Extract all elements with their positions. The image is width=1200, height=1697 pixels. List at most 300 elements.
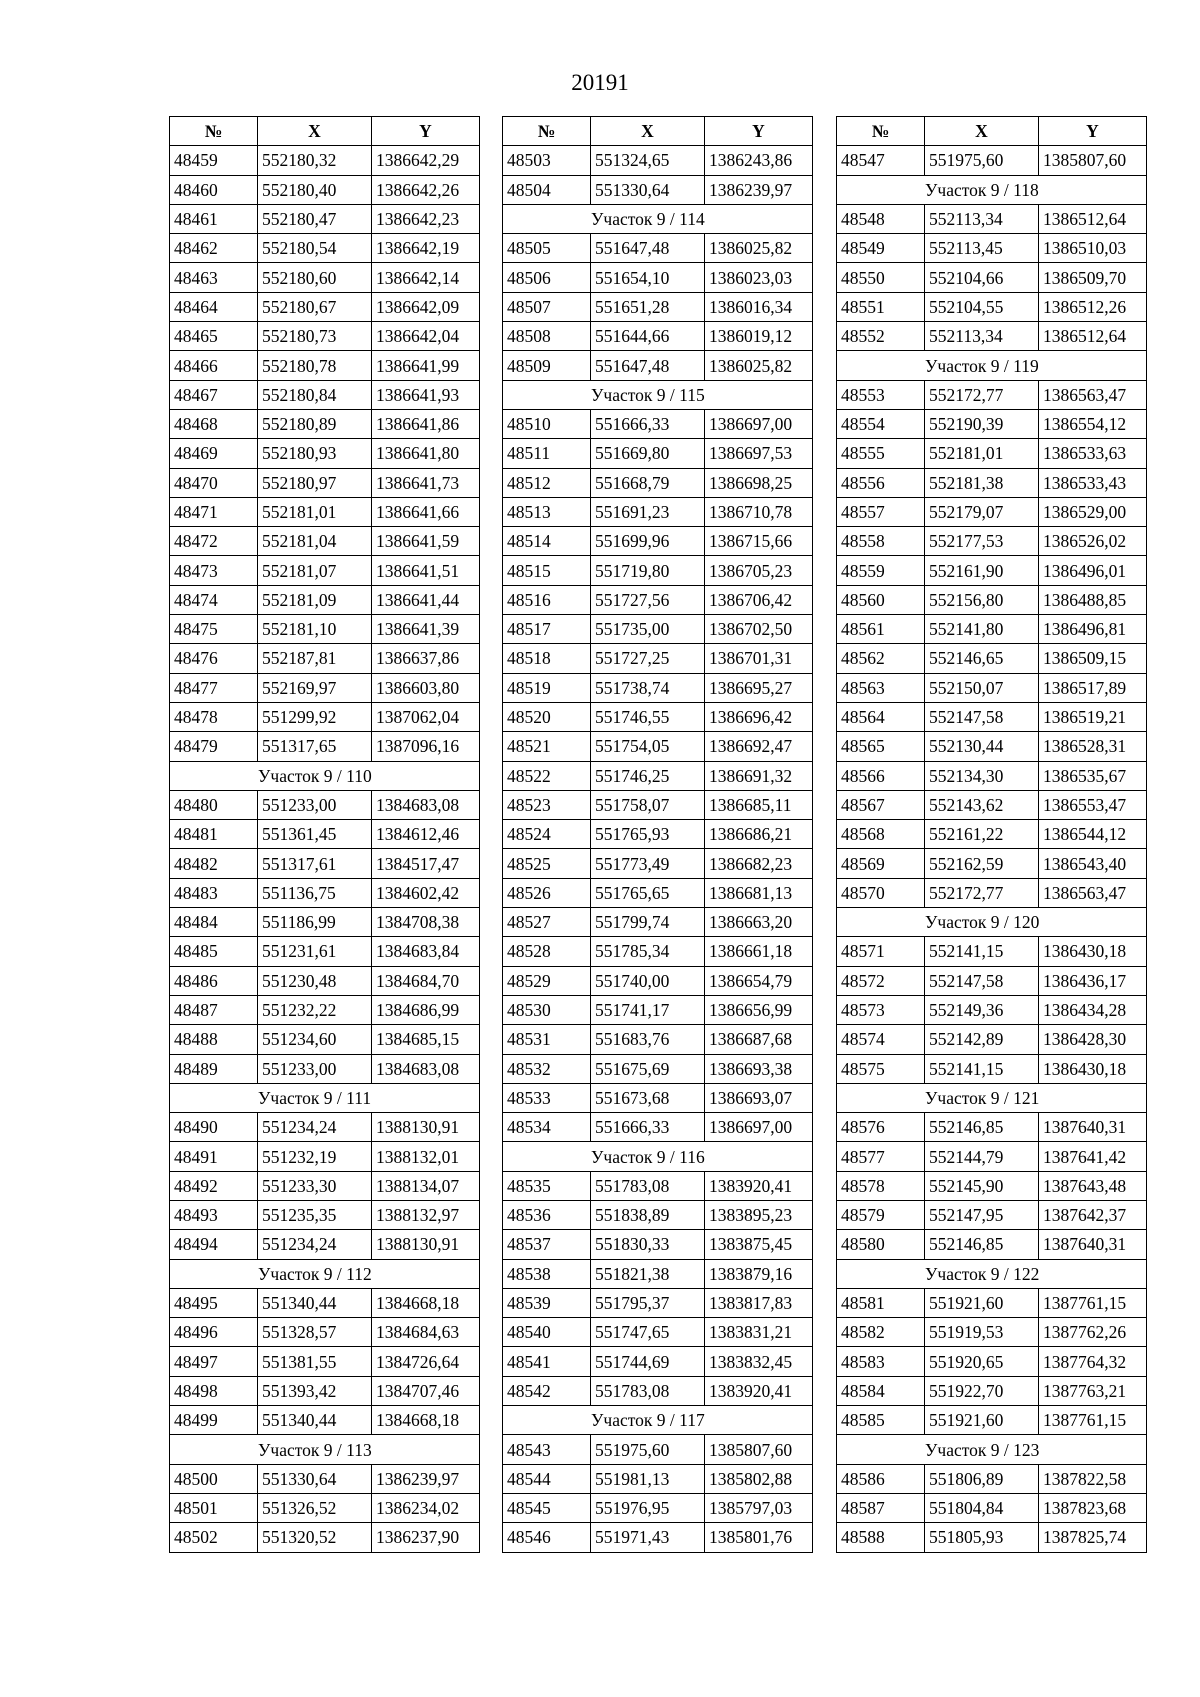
x-coordinate-cell: 551381,55 xyxy=(258,1347,372,1376)
table-row xyxy=(837,644,1147,673)
table-row xyxy=(837,1200,1147,1229)
y-coordinate-cell: 1386512,26 xyxy=(1039,292,1147,321)
x-coordinate-cell: 552150,07 xyxy=(925,673,1039,702)
table-row xyxy=(503,234,813,263)
section-title: Участок 9 / 112 xyxy=(170,1259,480,1288)
table-row xyxy=(170,380,480,409)
table-row xyxy=(837,234,1147,263)
x-coordinate-cell: 551821,38 xyxy=(591,1259,705,1288)
point-number-cell: 48550 xyxy=(837,263,925,292)
x-coordinate-cell: 551727,25 xyxy=(591,644,705,673)
point-number-cell: 48486 xyxy=(170,966,258,995)
section-title: Участок 9 / 118 xyxy=(837,175,1147,204)
point-number-cell: 48485 xyxy=(170,937,258,966)
x-coordinate-cell: 551805,93 xyxy=(925,1523,1039,1552)
table-row xyxy=(170,702,480,731)
table-row xyxy=(170,1288,480,1317)
table-row xyxy=(170,468,480,497)
x-coordinate-cell: 551644,66 xyxy=(591,322,705,351)
x-coordinate-cell: 551744,69 xyxy=(591,1347,705,1376)
y-coordinate-cell: 1386691,32 xyxy=(705,761,813,790)
table-row xyxy=(837,204,1147,233)
section-title: Участок 9 / 113 xyxy=(170,1435,480,1464)
x-coordinate-cell: 552181,09 xyxy=(258,585,372,614)
y-coordinate-cell: 1388132,01 xyxy=(372,1142,480,1171)
point-number-cell: 48575 xyxy=(837,1054,925,1083)
x-coordinate-cell: 551324,65 xyxy=(591,146,705,175)
table-row xyxy=(503,1083,813,1112)
table-row xyxy=(503,585,813,614)
point-number-cell: 48468 xyxy=(170,409,258,438)
y-coordinate-cell: 1388132,97 xyxy=(372,1200,480,1229)
y-coordinate-cell: 1386641,44 xyxy=(372,585,480,614)
x-coordinate-cell: 551746,25 xyxy=(591,761,705,790)
point-number-cell: 48475 xyxy=(170,615,258,644)
y-coordinate-cell: 1386529,00 xyxy=(1039,497,1147,526)
y-coordinate-cell: 1386533,43 xyxy=(1039,468,1147,497)
y-coordinate-cell: 1386430,18 xyxy=(1039,937,1147,966)
table-row xyxy=(837,146,1147,175)
x-coordinate-cell: 552180,54 xyxy=(258,234,372,263)
point-number-cell: 48586 xyxy=(837,1464,925,1493)
table-row xyxy=(837,1493,1147,1522)
table-row xyxy=(837,1376,1147,1405)
point-number-cell: 48513 xyxy=(503,497,591,526)
table-row xyxy=(170,1347,480,1376)
point-number-cell: 48556 xyxy=(837,468,925,497)
table-row xyxy=(170,322,480,351)
table-row xyxy=(837,995,1147,1024)
point-number-cell: 48587 xyxy=(837,1493,925,1522)
point-number-cell: 48582 xyxy=(837,1318,925,1347)
table-row xyxy=(837,1142,1147,1171)
y-coordinate-cell: 1386526,02 xyxy=(1039,527,1147,556)
x-coordinate-cell: 551233,30 xyxy=(258,1171,372,1200)
x-coordinate-cell: 552181,07 xyxy=(258,556,372,585)
x-coordinate-cell: 551330,64 xyxy=(258,1464,372,1493)
x-coordinate-cell: 551920,65 xyxy=(925,1347,1039,1376)
table-row xyxy=(170,585,480,614)
y-coordinate-cell: 1386554,12 xyxy=(1039,409,1147,438)
x-coordinate-cell: 551666,33 xyxy=(591,409,705,438)
y-header: Y xyxy=(705,117,813,146)
point-number-cell: 48584 xyxy=(837,1376,925,1405)
point-number-cell: 48571 xyxy=(837,937,925,966)
table-row xyxy=(503,1025,813,1054)
point-number-cell: 48496 xyxy=(170,1318,258,1347)
point-number-cell: 48460 xyxy=(170,175,258,204)
y-coordinate-cell: 1384683,08 xyxy=(372,790,480,819)
x-coordinate-cell: 551393,42 xyxy=(258,1376,372,1405)
point-number-cell: 48542 xyxy=(503,1376,591,1405)
y-coordinate-cell: 1386025,82 xyxy=(705,351,813,380)
table-row xyxy=(503,1318,813,1347)
y-coordinate-cell: 1386663,20 xyxy=(705,908,813,937)
point-number-cell: 48583 xyxy=(837,1347,925,1376)
point-number-cell: 48546 xyxy=(503,1523,591,1552)
y-coordinate-cell: 1386642,23 xyxy=(372,204,480,233)
y-coordinate-cell: 1385807,60 xyxy=(705,1435,813,1464)
y-coordinate-cell: 1386661,18 xyxy=(705,937,813,966)
section-row xyxy=(837,1083,1147,1112)
point-number-cell: 48532 xyxy=(503,1054,591,1083)
y-coordinate-cell: 1384684,63 xyxy=(372,1318,480,1347)
table-row xyxy=(170,820,480,849)
section-row xyxy=(837,351,1147,380)
section-row xyxy=(503,380,813,409)
table-row xyxy=(503,995,813,1024)
table-row xyxy=(503,1259,813,1288)
y-coordinate-cell: 1386528,31 xyxy=(1039,732,1147,761)
point-number-cell: 48493 xyxy=(170,1200,258,1229)
section-title: Участок 9 / 110 xyxy=(170,761,480,790)
table-row xyxy=(503,673,813,702)
y-coordinate-cell: 1386603,80 xyxy=(372,673,480,702)
x-coordinate-cell: 552181,04 xyxy=(258,527,372,556)
y-header: Y xyxy=(372,117,480,146)
point-number-cell: 48461 xyxy=(170,204,258,233)
table-row xyxy=(503,146,813,175)
point-number-cell: 48478 xyxy=(170,702,258,731)
x-coordinate-cell: 551785,34 xyxy=(591,937,705,966)
y-coordinate-cell: 1386488,85 xyxy=(1039,585,1147,614)
point-number-cell: 48474 xyxy=(170,585,258,614)
y-coordinate-cell: 1386697,00 xyxy=(705,409,813,438)
point-number-cell: 48508 xyxy=(503,322,591,351)
section-row xyxy=(837,908,1147,937)
y-coordinate-cell: 1387764,32 xyxy=(1039,1347,1147,1376)
y-coordinate-cell: 1388134,07 xyxy=(372,1171,480,1200)
y-coordinate-cell: 1386434,28 xyxy=(1039,995,1147,1024)
table-row xyxy=(170,351,480,380)
table-row xyxy=(170,1025,480,1054)
point-number-cell: 48529 xyxy=(503,966,591,995)
x-coordinate-cell: 552177,53 xyxy=(925,527,1039,556)
x-coordinate-cell: 552180,78 xyxy=(258,351,372,380)
point-number-cell: 48473 xyxy=(170,556,258,585)
x-coordinate-cell: 551727,56 xyxy=(591,585,705,614)
y-coordinate-cell: 1387825,74 xyxy=(1039,1523,1147,1552)
point-number-cell: 48490 xyxy=(170,1113,258,1142)
y-coordinate-cell: 1386642,29 xyxy=(372,146,480,175)
table-row xyxy=(837,527,1147,556)
point-number-cell: 48522 xyxy=(503,761,591,790)
point-number-cell: 48520 xyxy=(503,702,591,731)
point-number-cell: 48501 xyxy=(170,1493,258,1522)
section-row xyxy=(503,1406,813,1435)
y-coordinate-cell: 1386642,14 xyxy=(372,263,480,292)
y-coordinate-cell: 1387642,37 xyxy=(1039,1200,1147,1229)
point-number-cell: 48561 xyxy=(837,615,925,644)
point-number-cell: 48504 xyxy=(503,175,591,204)
table-row xyxy=(837,263,1147,292)
point-number-cell: 48551 xyxy=(837,292,925,321)
y-coordinate-cell: 1385801,76 xyxy=(705,1523,813,1552)
y-coordinate-cell: 1386695,27 xyxy=(705,673,813,702)
x-coordinate-cell: 551975,60 xyxy=(591,1435,705,1464)
point-number-cell: 48487 xyxy=(170,995,258,1024)
section-title: Участок 9 / 111 xyxy=(170,1083,480,1112)
y-coordinate-cell: 1386553,47 xyxy=(1039,790,1147,819)
y-coordinate-cell: 1384683,84 xyxy=(372,937,480,966)
y-coordinate-cell: 1386686,21 xyxy=(705,820,813,849)
header-row xyxy=(837,117,1147,146)
y-coordinate-cell: 1386715,66 xyxy=(705,527,813,556)
x-coordinate-cell: 551299,92 xyxy=(258,702,372,731)
y-coordinate-cell: 1383875,45 xyxy=(705,1230,813,1259)
x-coordinate-cell: 551669,80 xyxy=(591,439,705,468)
point-number-cell: 48482 xyxy=(170,849,258,878)
x-coordinate-cell: 551232,22 xyxy=(258,995,372,1024)
y-coordinate-cell: 1386697,53 xyxy=(705,439,813,468)
point-number-cell: 48580 xyxy=(837,1230,925,1259)
point-number-cell: 48515 xyxy=(503,556,591,585)
x-coordinate-cell: 551691,23 xyxy=(591,497,705,526)
table-row xyxy=(170,439,480,468)
x-coordinate-cell: 552180,89 xyxy=(258,409,372,438)
point-number-cell: 48525 xyxy=(503,849,591,878)
table-row xyxy=(503,468,813,497)
x-coordinate-cell: 551699,96 xyxy=(591,527,705,556)
y-coordinate-cell: 1386693,07 xyxy=(705,1083,813,1112)
x-coordinate-cell: 552161,22 xyxy=(925,820,1039,849)
point-number-cell: 48505 xyxy=(503,234,591,263)
x-coordinate-cell: 551735,00 xyxy=(591,615,705,644)
point-number-cell: 48517 xyxy=(503,615,591,644)
point-number-cell: 48543 xyxy=(503,1435,591,1464)
point-number-cell: 48545 xyxy=(503,1493,591,1522)
y-coordinate-cell: 1386642,09 xyxy=(372,292,480,321)
point-number-cell: 48560 xyxy=(837,585,925,614)
x-coordinate-cell: 552113,34 xyxy=(925,322,1039,351)
x-coordinate-cell: 552187,81 xyxy=(258,644,372,673)
y-coordinate-cell: 1383920,41 xyxy=(705,1171,813,1200)
point-number-cell: 48464 xyxy=(170,292,258,321)
section-row xyxy=(170,1259,480,1288)
y-coordinate-cell: 1386512,64 xyxy=(1039,204,1147,233)
point-number-cell: 48527 xyxy=(503,908,591,937)
y-coordinate-cell: 1386696,42 xyxy=(705,702,813,731)
section-row xyxy=(170,761,480,790)
point-number-cell: 48570 xyxy=(837,878,925,907)
point-number-cell: 48566 xyxy=(837,761,925,790)
x-coordinate-cell: 552142,89 xyxy=(925,1025,1039,1054)
y-coordinate-cell: 1387640,31 xyxy=(1039,1113,1147,1142)
y-coordinate-cell: 1386436,17 xyxy=(1039,966,1147,995)
point-number-cell: 48536 xyxy=(503,1200,591,1229)
section-title: Участок 9 / 121 xyxy=(837,1083,1147,1112)
y-coordinate-cell: 1386701,31 xyxy=(705,644,813,673)
point-number-cell: 48465 xyxy=(170,322,258,351)
y-coordinate-cell: 1386693,38 xyxy=(705,1054,813,1083)
x-coordinate-cell: 551235,35 xyxy=(258,1200,372,1229)
table-row xyxy=(503,732,813,761)
x-coordinate-cell: 551361,45 xyxy=(258,820,372,849)
table-row xyxy=(170,556,480,585)
point-number-cell: 48539 xyxy=(503,1288,591,1317)
table-row xyxy=(503,351,813,380)
y-coordinate-cell: 1386656,99 xyxy=(705,995,813,1024)
table-row xyxy=(170,527,480,556)
y-coordinate-cell: 1386563,47 xyxy=(1039,878,1147,907)
table-row xyxy=(170,937,480,966)
header-row xyxy=(503,117,813,146)
x-coordinate-cell: 552130,44 xyxy=(925,732,1039,761)
table-row xyxy=(170,1113,480,1142)
point-number-cell: 48534 xyxy=(503,1113,591,1142)
y-coordinate-cell: 1386543,40 xyxy=(1039,849,1147,878)
y-coordinate-cell: 1386641,99 xyxy=(372,351,480,380)
table-row xyxy=(837,1054,1147,1083)
table-row xyxy=(837,761,1147,790)
x-coordinate-cell: 552162,59 xyxy=(925,849,1039,878)
x-coordinate-cell: 551921,60 xyxy=(925,1288,1039,1317)
y-coordinate-cell: 1387763,21 xyxy=(1039,1376,1147,1405)
table-row xyxy=(503,1523,813,1552)
point-number-cell: 48483 xyxy=(170,878,258,907)
table-row xyxy=(170,908,480,937)
point-number-cell: 48565 xyxy=(837,732,925,761)
x-coordinate-cell: 551675,69 xyxy=(591,1054,705,1083)
y-coordinate-cell: 1386496,81 xyxy=(1039,615,1147,644)
x-coordinate-cell: 552180,32 xyxy=(258,146,372,175)
y-coordinate-cell: 1385797,03 xyxy=(705,1493,813,1522)
x-coordinate-cell: 552141,15 xyxy=(925,937,1039,966)
y-coordinate-cell: 1383831,21 xyxy=(705,1318,813,1347)
point-number-cell: 48555 xyxy=(837,439,925,468)
num-header: № xyxy=(503,117,591,146)
y-coordinate-cell: 1386687,68 xyxy=(705,1025,813,1054)
x-header: X xyxy=(591,117,705,146)
table-row xyxy=(170,292,480,321)
x-coordinate-cell: 552161,90 xyxy=(925,556,1039,585)
point-number-cell: 48519 xyxy=(503,673,591,702)
x-coordinate-cell: 551754,05 xyxy=(591,732,705,761)
x-coordinate-cell: 551921,60 xyxy=(925,1406,1039,1435)
point-number-cell: 48484 xyxy=(170,908,258,937)
x-coordinate-cell: 551234,60 xyxy=(258,1025,372,1054)
table-row xyxy=(837,673,1147,702)
y-coordinate-cell: 1387822,58 xyxy=(1039,1464,1147,1493)
y-coordinate-cell: 1386681,13 xyxy=(705,878,813,907)
x-coordinate-cell: 551975,60 xyxy=(925,146,1039,175)
y-coordinate-cell: 1384602,42 xyxy=(372,878,480,907)
table-row xyxy=(503,702,813,731)
point-number-cell: 48502 xyxy=(170,1523,258,1552)
table-row xyxy=(837,1171,1147,1200)
table-row xyxy=(503,1347,813,1376)
x-coordinate-cell: 551647,48 xyxy=(591,351,705,380)
y-coordinate-cell: 1386641,93 xyxy=(372,380,480,409)
point-number-cell: 48577 xyxy=(837,1142,925,1171)
y-coordinate-cell: 1383895,23 xyxy=(705,1200,813,1229)
coordinates-table-column-2 xyxy=(502,116,813,1553)
point-number-cell: 48554 xyxy=(837,409,925,438)
section-row xyxy=(837,175,1147,204)
x-coordinate-cell: 552104,66 xyxy=(925,263,1039,292)
y-coordinate-cell: 1386641,80 xyxy=(372,439,480,468)
y-coordinate-cell: 1384668,18 xyxy=(372,1406,480,1435)
y-coordinate-cell: 1386710,78 xyxy=(705,497,813,526)
y-coordinate-cell: 1387762,26 xyxy=(1039,1318,1147,1347)
table-row xyxy=(837,380,1147,409)
table-row xyxy=(503,556,813,585)
point-number-cell: 48538 xyxy=(503,1259,591,1288)
x-coordinate-cell: 551666,33 xyxy=(591,1113,705,1142)
table-row xyxy=(170,1376,480,1405)
table-row xyxy=(503,1054,813,1083)
table-row xyxy=(503,1171,813,1200)
point-number-cell: 48537 xyxy=(503,1230,591,1259)
y-coordinate-cell: 1386517,89 xyxy=(1039,673,1147,702)
table-row xyxy=(170,1464,480,1493)
x-coordinate-cell: 551922,70 xyxy=(925,1376,1039,1405)
table-row xyxy=(503,1230,813,1259)
y-coordinate-cell: 1386019,12 xyxy=(705,322,813,351)
x-coordinate-cell: 552181,10 xyxy=(258,615,372,644)
x-coordinate-cell: 552144,79 xyxy=(925,1142,1039,1171)
x-coordinate-cell: 551233,00 xyxy=(258,790,372,819)
point-number-cell: 48459 xyxy=(170,146,258,175)
table-row xyxy=(170,1493,480,1522)
table-row xyxy=(170,204,480,233)
table-row xyxy=(503,1376,813,1405)
x-coordinate-cell: 551783,08 xyxy=(591,1376,705,1405)
x-coordinate-cell: 552146,85 xyxy=(925,1113,1039,1142)
y-coordinate-cell: 1386642,19 xyxy=(372,234,480,263)
table-row xyxy=(503,615,813,644)
x-coordinate-cell: 551783,08 xyxy=(591,1171,705,1200)
point-number-cell: 48569 xyxy=(837,849,925,878)
x-coordinate-cell: 551976,95 xyxy=(591,1493,705,1522)
point-number-cell: 48563 xyxy=(837,673,925,702)
x-coordinate-cell: 551340,44 xyxy=(258,1406,372,1435)
x-coordinate-cell: 552179,07 xyxy=(925,497,1039,526)
x-coordinate-cell: 551232,19 xyxy=(258,1142,372,1171)
y-coordinate-cell: 1386641,51 xyxy=(372,556,480,585)
point-number-cell: 48497 xyxy=(170,1347,258,1376)
point-number-cell: 48512 xyxy=(503,468,591,497)
x-coordinate-cell: 551773,49 xyxy=(591,849,705,878)
point-number-cell: 48585 xyxy=(837,1406,925,1435)
x-coordinate-cell: 551971,43 xyxy=(591,1523,705,1552)
table-row xyxy=(170,878,480,907)
table-row xyxy=(170,966,480,995)
point-number-cell: 48573 xyxy=(837,995,925,1024)
y-coordinate-cell: 1386697,00 xyxy=(705,1113,813,1142)
section-title: Участок 9 / 120 xyxy=(837,908,1147,937)
y-coordinate-cell: 1384683,08 xyxy=(372,1054,480,1083)
section-title: Участок 9 / 123 xyxy=(837,1435,1147,1464)
y-coordinate-cell: 1386428,30 xyxy=(1039,1025,1147,1054)
table-row xyxy=(170,263,480,292)
y-coordinate-cell: 1386023,03 xyxy=(705,263,813,292)
point-number-cell: 48511 xyxy=(503,439,591,468)
point-number-cell: 48479 xyxy=(170,732,258,761)
y-coordinate-cell: 1383832,45 xyxy=(705,1347,813,1376)
point-number-cell: 48544 xyxy=(503,1464,591,1493)
x-coordinate-cell: 551738,74 xyxy=(591,673,705,702)
x-coordinate-cell: 552156,80 xyxy=(925,585,1039,614)
x-coordinate-cell: 552147,95 xyxy=(925,1200,1039,1229)
point-number-cell: 48547 xyxy=(837,146,925,175)
table-row xyxy=(837,439,1147,468)
point-number-cell: 48463 xyxy=(170,263,258,292)
point-number-cell: 48526 xyxy=(503,878,591,907)
table-row xyxy=(503,644,813,673)
table-row xyxy=(837,409,1147,438)
point-number-cell: 48510 xyxy=(503,409,591,438)
